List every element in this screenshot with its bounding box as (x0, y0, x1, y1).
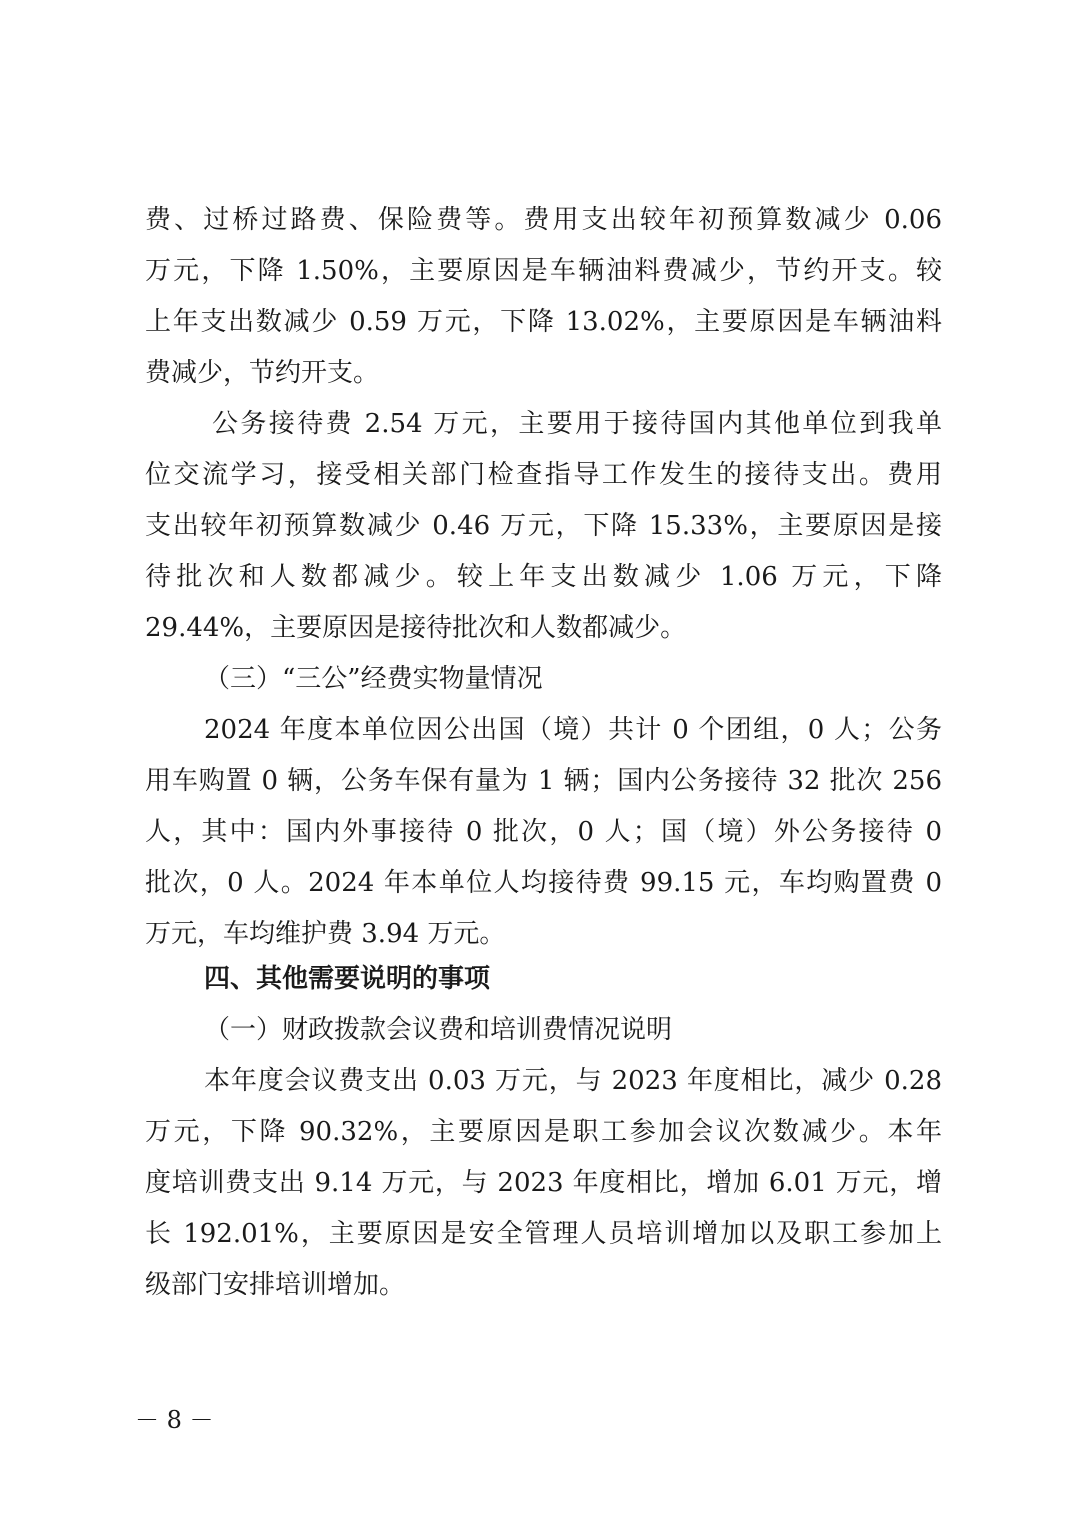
body-text-line: 用车购置 0 辆，公务车保有量为 1 辆；国内公务接待 32 批次 256 (145, 766, 942, 796)
body-text-line: 度培训费支出 9.14 万元，与 2023 年度相比，增加 6.01 万元，增 (145, 1168, 942, 1198)
body-text-line: 万元，车均维护费 3.94 万元。 (145, 919, 506, 949)
page-number: － 8 － (135, 1406, 214, 1434)
body-text-line: 人，其中：国内外事接待 0 批次，0 人；国（境）外公务接待 0 (145, 817, 942, 847)
body-text-line: 本年度会议费支出 0.03 万元，与 2023 年度相比，减少 0.28 (204, 1066, 942, 1096)
body-text-line: 费、过桥过路费、保险费等。费用支出较年初预算数减少 0.06 (145, 205, 942, 235)
body-text-line: 长 192.01%，主要原因是安全管理人员培训增加以及职工参加上 (145, 1219, 942, 1249)
section-heading: 四、其他需要说明的事项 (204, 964, 491, 994)
body-text-line: 级部门安排培训增加。 (145, 1270, 406, 1300)
body-text-line: 万元，下降 1.50%，主要原因是车辆油料费减少，节约开支。较 (145, 256, 942, 286)
body-text-line: 费减少，节约开支。 (145, 358, 380, 388)
body-text-line: 2024 年度本单位因公出国（境）共计 0 个团组，0 人；公务 (204, 715, 942, 745)
body-text-line: 支出较年初预算数减少 0.46 万元，下降 15.33%，主要原因是接 (145, 511, 942, 541)
body-text-line: 上年支出数减少 0.59 万元，下降 13.02%，主要原因是车辆油料 (145, 307, 942, 337)
section-subheading: （一）财政拨款会议费和培训费情况说明 (204, 1015, 673, 1045)
body-text-line: 29.44%，主要原因是接待批次和人数都减少。 (145, 613, 687, 643)
body-text-line: 待批次和人数都减少。较上年支出数减少 1.06 万元，下降 (145, 562, 942, 592)
body-text-line: 公务接待费 2.54 万元，主要用于接待国内其他单位到我单 (212, 409, 942, 439)
body-text-line: 批次，0 人。2024 年本单位人均接待费 99.15 元，车均购置费 0 (145, 868, 942, 898)
body-text-line: 万元，下降 90.32%，主要原因是职工参加会议次数减少。本年 (145, 1117, 942, 1147)
body-text-line: 位交流学习，接受相关部门检查指导工作发生的接待支出。费用 (145, 460, 942, 490)
section-subheading: （三）“三公”经费实物量情况 (204, 664, 543, 694)
